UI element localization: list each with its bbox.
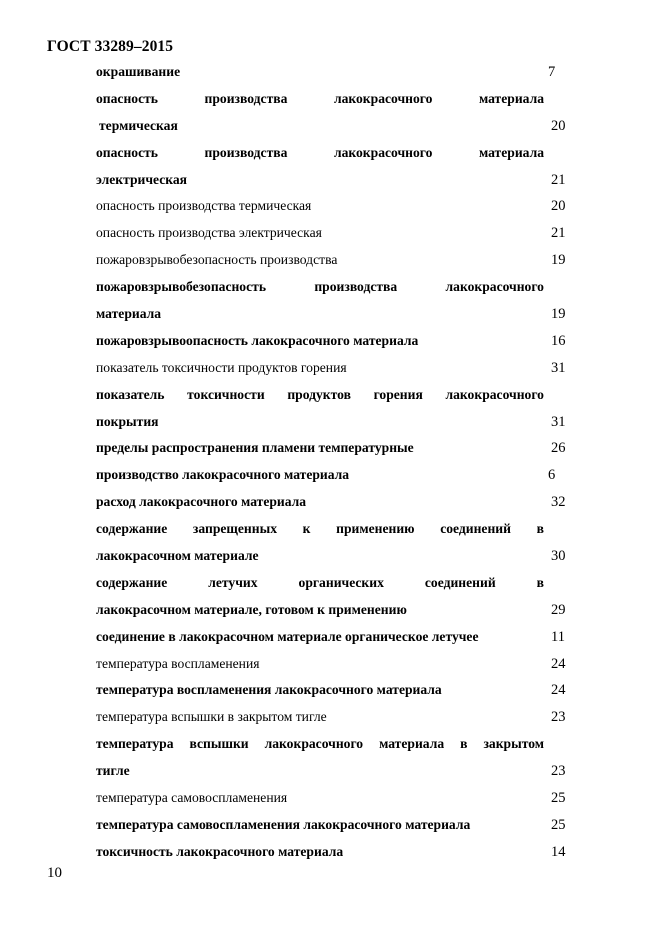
index-page-ref: 25	[551, 816, 566, 833]
index-line	[96, 543, 568, 570]
index-term: производство лакокрасочного материала	[96, 467, 350, 483]
index-line	[96, 489, 568, 516]
index-page-ref: 21	[551, 225, 566, 242]
index-word: лакокрасочного	[445, 279, 544, 295]
index-word: органических	[298, 574, 384, 590]
index-page-ref: 24	[551, 655, 566, 672]
index-term: опасность производства электрическая	[96, 225, 322, 241]
index-line	[96, 140, 568, 167]
index-page-ref: 14	[551, 843, 566, 860]
index-word: в	[536, 521, 544, 537]
index-page-ref: 23	[551, 763, 566, 780]
index-page-ref: 19	[551, 306, 566, 323]
index-term: расход лакокрасочного материала	[96, 494, 307, 510]
index-term	[96, 382, 544, 409]
index-word: температура	[96, 736, 174, 752]
index-word: токсичности	[187, 386, 265, 402]
index-term: пределы распространения пламени температурные	[96, 440, 414, 456]
index-line	[96, 59, 568, 86]
index-line	[96, 301, 568, 328]
index-term: температура вспышки в закрытом тигле	[96, 709, 327, 725]
index-page-ref: 30	[551, 548, 566, 565]
index-term: опасность производства термическая	[96, 198, 312, 214]
index-line	[96, 731, 568, 758]
index-page-ref: 7	[548, 64, 556, 80]
index-term: термическая	[99, 117, 178, 133]
index-page-ref: 19	[551, 252, 566, 269]
index-word: горения	[373, 386, 423, 402]
index-term	[96, 570, 544, 597]
index-word: показатель	[96, 386, 165, 402]
index-line	[96, 167, 568, 194]
index-line	[96, 435, 568, 462]
index-word: лакокрасочного	[333, 90, 433, 106]
index-term: лакокрасочном материале, готовом к применению	[96, 601, 407, 617]
index-word: лакокрасочного	[264, 736, 364, 752]
index-term	[96, 140, 544, 167]
index-line	[96, 86, 568, 113]
index-line	[96, 839, 568, 866]
index-line	[96, 624, 568, 651]
index-page-ref: 23	[551, 709, 566, 726]
index-word: в	[460, 736, 468, 752]
index-word: производства	[204, 90, 288, 106]
index-term: материала	[96, 306, 162, 322]
index-page-ref: 21	[551, 171, 566, 188]
page-number: 10	[47, 865, 62, 881]
index-word: к	[302, 521, 311, 537]
index-word: опасность	[96, 144, 158, 160]
index-line	[96, 704, 568, 731]
index-line	[96, 570, 568, 597]
index-term: пожаровзрывоопасность лакокрасочного материала	[96, 332, 419, 348]
index-word: материала	[478, 90, 544, 106]
index-line	[96, 651, 568, 678]
index-line	[96, 516, 568, 543]
index-word: в	[536, 574, 544, 590]
index-page-ref: 31	[551, 413, 566, 430]
index-term: электрическая	[96, 171, 188, 187]
index-word: соединений	[440, 521, 511, 537]
index-term: окрашивание	[96, 64, 181, 79]
index-page-ref: 6	[548, 467, 556, 484]
index-line	[96, 597, 568, 624]
index-word: соединений	[424, 574, 496, 590]
index-page-ref: 20	[551, 117, 566, 134]
index-word: материала	[478, 144, 544, 160]
index-word: лакокрасочного	[333, 144, 433, 160]
index-word: запрещенных	[192, 521, 277, 537]
index-word: пожаровзрывобезопасность	[96, 279, 267, 295]
index-term	[96, 731, 544, 758]
index-line	[96, 758, 568, 785]
index-word: материала	[379, 736, 445, 752]
index-page-ref: 31	[551, 359, 566, 376]
index-term	[96, 274, 544, 301]
index-word: вспышки	[189, 736, 249, 752]
index-line	[96, 785, 568, 812]
index-line	[96, 113, 568, 140]
index-page-ref: 11	[551, 628, 565, 645]
index-line	[96, 274, 568, 301]
index-word: содержание	[96, 574, 168, 590]
index-term: соединение в лакокрасочном материале органическое летучее	[96, 628, 479, 644]
index-page-ref: 25	[551, 790, 566, 807]
index-line	[96, 193, 568, 220]
index-line	[96, 677, 568, 704]
index-word: содержание	[96, 521, 168, 537]
index-line	[96, 220, 568, 247]
index-line	[96, 462, 568, 489]
index-page-ref: 29	[551, 601, 566, 618]
index-line	[96, 382, 568, 409]
index-term: лакокрасочном материале	[96, 548, 259, 564]
index-word: летучих	[208, 574, 258, 590]
index-page-ref: 24	[551, 682, 566, 699]
index-term	[96, 86, 544, 113]
index-word: опасность	[96, 90, 158, 106]
index-term: тигле	[96, 763, 130, 779]
index-word: лакокрасочного	[445, 386, 544, 402]
index-word: закрытом	[483, 736, 544, 752]
index-line	[96, 409, 568, 436]
index-term: покрытия	[96, 413, 159, 429]
subject-index	[96, 59, 568, 866]
index-term: температура воспламенения	[96, 655, 260, 671]
index-term: токсичность лакокрасочного материала	[96, 843, 344, 859]
index-term: температура воспламенения лакокрасочного материала	[96, 682, 442, 698]
index-word: производства	[204, 144, 288, 160]
index-page-ref: 20	[551, 198, 566, 215]
document-header: ГОСТ 33289–2015	[47, 38, 174, 55]
index-page-ref: 26	[551, 440, 566, 457]
index-word: производства	[314, 279, 398, 295]
index-line	[96, 812, 568, 839]
index-line	[96, 247, 568, 274]
index-page-ref: 16	[551, 332, 566, 349]
index-term: пожаровзрывобезопасность производства	[96, 252, 338, 268]
index-term: температура самовоспламенения	[96, 790, 288, 806]
index-term: показатель токсичности продуктов горения	[96, 359, 347, 375]
index-word: применению	[336, 521, 415, 537]
index-line	[96, 328, 568, 355]
index-line	[96, 355, 568, 382]
index-page-ref: 32	[551, 494, 566, 511]
index-term: температура самовоспламенения лакокрасочного материала	[96, 816, 471, 832]
index-term	[96, 516, 544, 543]
index-word: продуктов	[287, 386, 351, 402]
